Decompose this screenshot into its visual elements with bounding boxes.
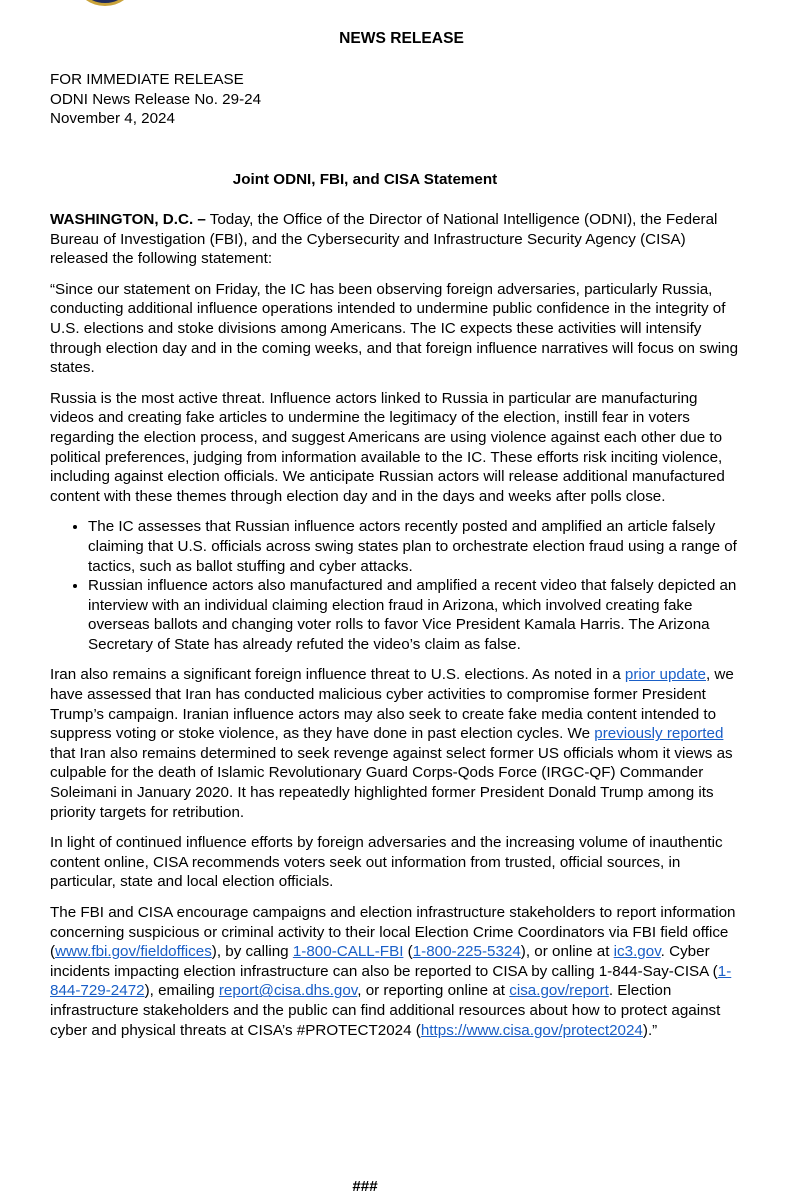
reporting-text-7: , or reporting online at <box>357 982 510 1000</box>
fbi-fieldoffices-link[interactable]: www.fbi.gov/fieldoffices <box>55 943 212 961</box>
paragraph-reporting <box>50 903 740 1040</box>
agency-seal <box>72 0 138 6</box>
page-title: NEWS RELEASE <box>339 30 464 47</box>
call-fbi-link[interactable]: 1-800-CALL-FBI <box>292 943 404 961</box>
previously-reported-link[interactable]: previously reported <box>594 725 724 743</box>
iran-text-1: Iran also remains a significant foreign influence threat to U.S. elections. As noted in a <box>50 666 625 684</box>
iran-text-2: , we have assessed that Iran has conducted malicious cyber activities to compromise former President Trump’s campaign. Iranian influence actors may also seek to create fake media content intended to suppress voting or stoke violence, as they have done in past election cycles. We <box>50 666 734 743</box>
statement-title: Joint ODNI, FBI, and CISA Statement <box>232 171 498 188</box>
reporting-text-6: ), emailing <box>144 982 219 1000</box>
reporting-text-4: ), or online at <box>520 943 614 961</box>
end-mark: ### <box>352 1178 378 1195</box>
fbi-phone-link[interactable]: 1-800-225-5324 <box>412 943 521 961</box>
paragraph-recommendation: In light of continued influence efforts by foreign adversaries and the increasing volume of inauthentic content online, CISA recommends voters seek out information from trusted, official sources, in particular, state and local election officials. <box>50 834 723 891</box>
release-date: November 4, 2024 <box>50 110 175 128</box>
cisa-email-link[interactable]: report@cisa.dhs.gov <box>218 982 358 1000</box>
cisa-report-link[interactable]: cisa.gov/report <box>509 982 609 1000</box>
paragraph-russia: Russia is the most active threat. Influence actors linked to Russia in particular are manufacturing videos and creating fake articles to undermine the legitimacy of the election, instill fear in voters regarding the election process, and suggest Americans are using violence against each other due to political preferences, judging from information available to the IC. These efforts risk inciting violence, including against election officials. We anticipate Russian actors will release additional manufactured content with these themes through election day and in the days and weeks after polls close. <box>50 389 725 505</box>
bullet-list <box>50 517 740 654</box>
reporting-text-3: ( <box>403 943 413 961</box>
reporting-text-1: The FBI and CISA encourage campaigns and election infrastructure stakeholders to report information concerning suspicious or criminal activity to their local Election Crime Coordinators via FBI field office ( <box>50 904 736 961</box>
intro-text: Today, the Office of the Director of National Intelligence (ODNI), the Federal Bureau of Investigation (FBI), and the Cybersecurity and Infrastructure Security Agency (CISA) released the following statement: <box>50 211 718 268</box>
bullet-item-video: • Russian influence actors also manufactured and amplified a recent video that falsely depicted an interview with an individual claiming election fraud in Arizona, which involved creating fake overseas ballots and changing voter rolls to favor Vice President Kamala Harris. The Arizona Secretary of State has already refuted the video’s claim as false. <box>88 576 740 654</box>
release-number: ODNI News Release No. 29-24 <box>50 90 262 108</box>
release-line: FOR IMMEDIATE RELEASE <box>50 71 244 88</box>
bullet-item-article: • The IC assesses that Russian influence actors recently posted and amplified an article falsely claiming that U.S. officials across swing states plan to orchestrate election fraud using a range of tactics, such as ballot stuffing and cyber attacks. <box>88 517 740 576</box>
reporting-text-2: ), by calling <box>211 943 293 961</box>
dateline: WASHINGTON, D.C. – <box>50 211 206 228</box>
intro-paragraph <box>50 210 740 269</box>
paragraph-observations: “Since our statement on Friday, the IC has been observing foreign adversaries, particularly Russia, conducting additional influence operations intended to undermine public confidence in the integrity of U.S. elections and stoke divisions among Americans. The IC expects these activities will intensify through election day and in the coming weeks, and that foreign influence narratives will focus on swing states. <box>50 280 739 377</box>
iran-text-3: that Iran also remains determined to seek revenge against select former US officials whom it views as culpable for the death of Islamic Revolutionary Guard Corps-Qods Force (IRGC-QF) Commander Soleimani in January 2020. It has repeatedly highlighted former President Donald Trump among its priority targets for retribution. <box>50 744 733 821</box>
release-header <box>50 70 261 129</box>
seal-emblem <box>72 0 138 6</box>
prior-update-link[interactable]: prior update <box>624 666 706 684</box>
reporting-text-8: . Election infrastructure stakeholders and the public can find additional resources about how to protect against cyber and physical threats at CISA’s #PROTECT2024 ( <box>50 982 721 1039</box>
cisa-phone-link[interactable]: 1-844-729-2472 <box>50 962 732 1000</box>
statement-body <box>50 210 740 1051</box>
reporting-text-5: . Cyber incidents impacting election infrastructure can also be reported to CISA by calling 1-844-Say-CISA ( <box>50 943 718 980</box>
ic3-link[interactable]: ic3.gov <box>613 943 661 961</box>
protect2024-link[interactable]: https://www.cisa.gov/protect2024 <box>420 1021 643 1039</box>
paragraph-iran <box>50 665 740 822</box>
reporting-text-9: ).” <box>642 1021 658 1039</box>
